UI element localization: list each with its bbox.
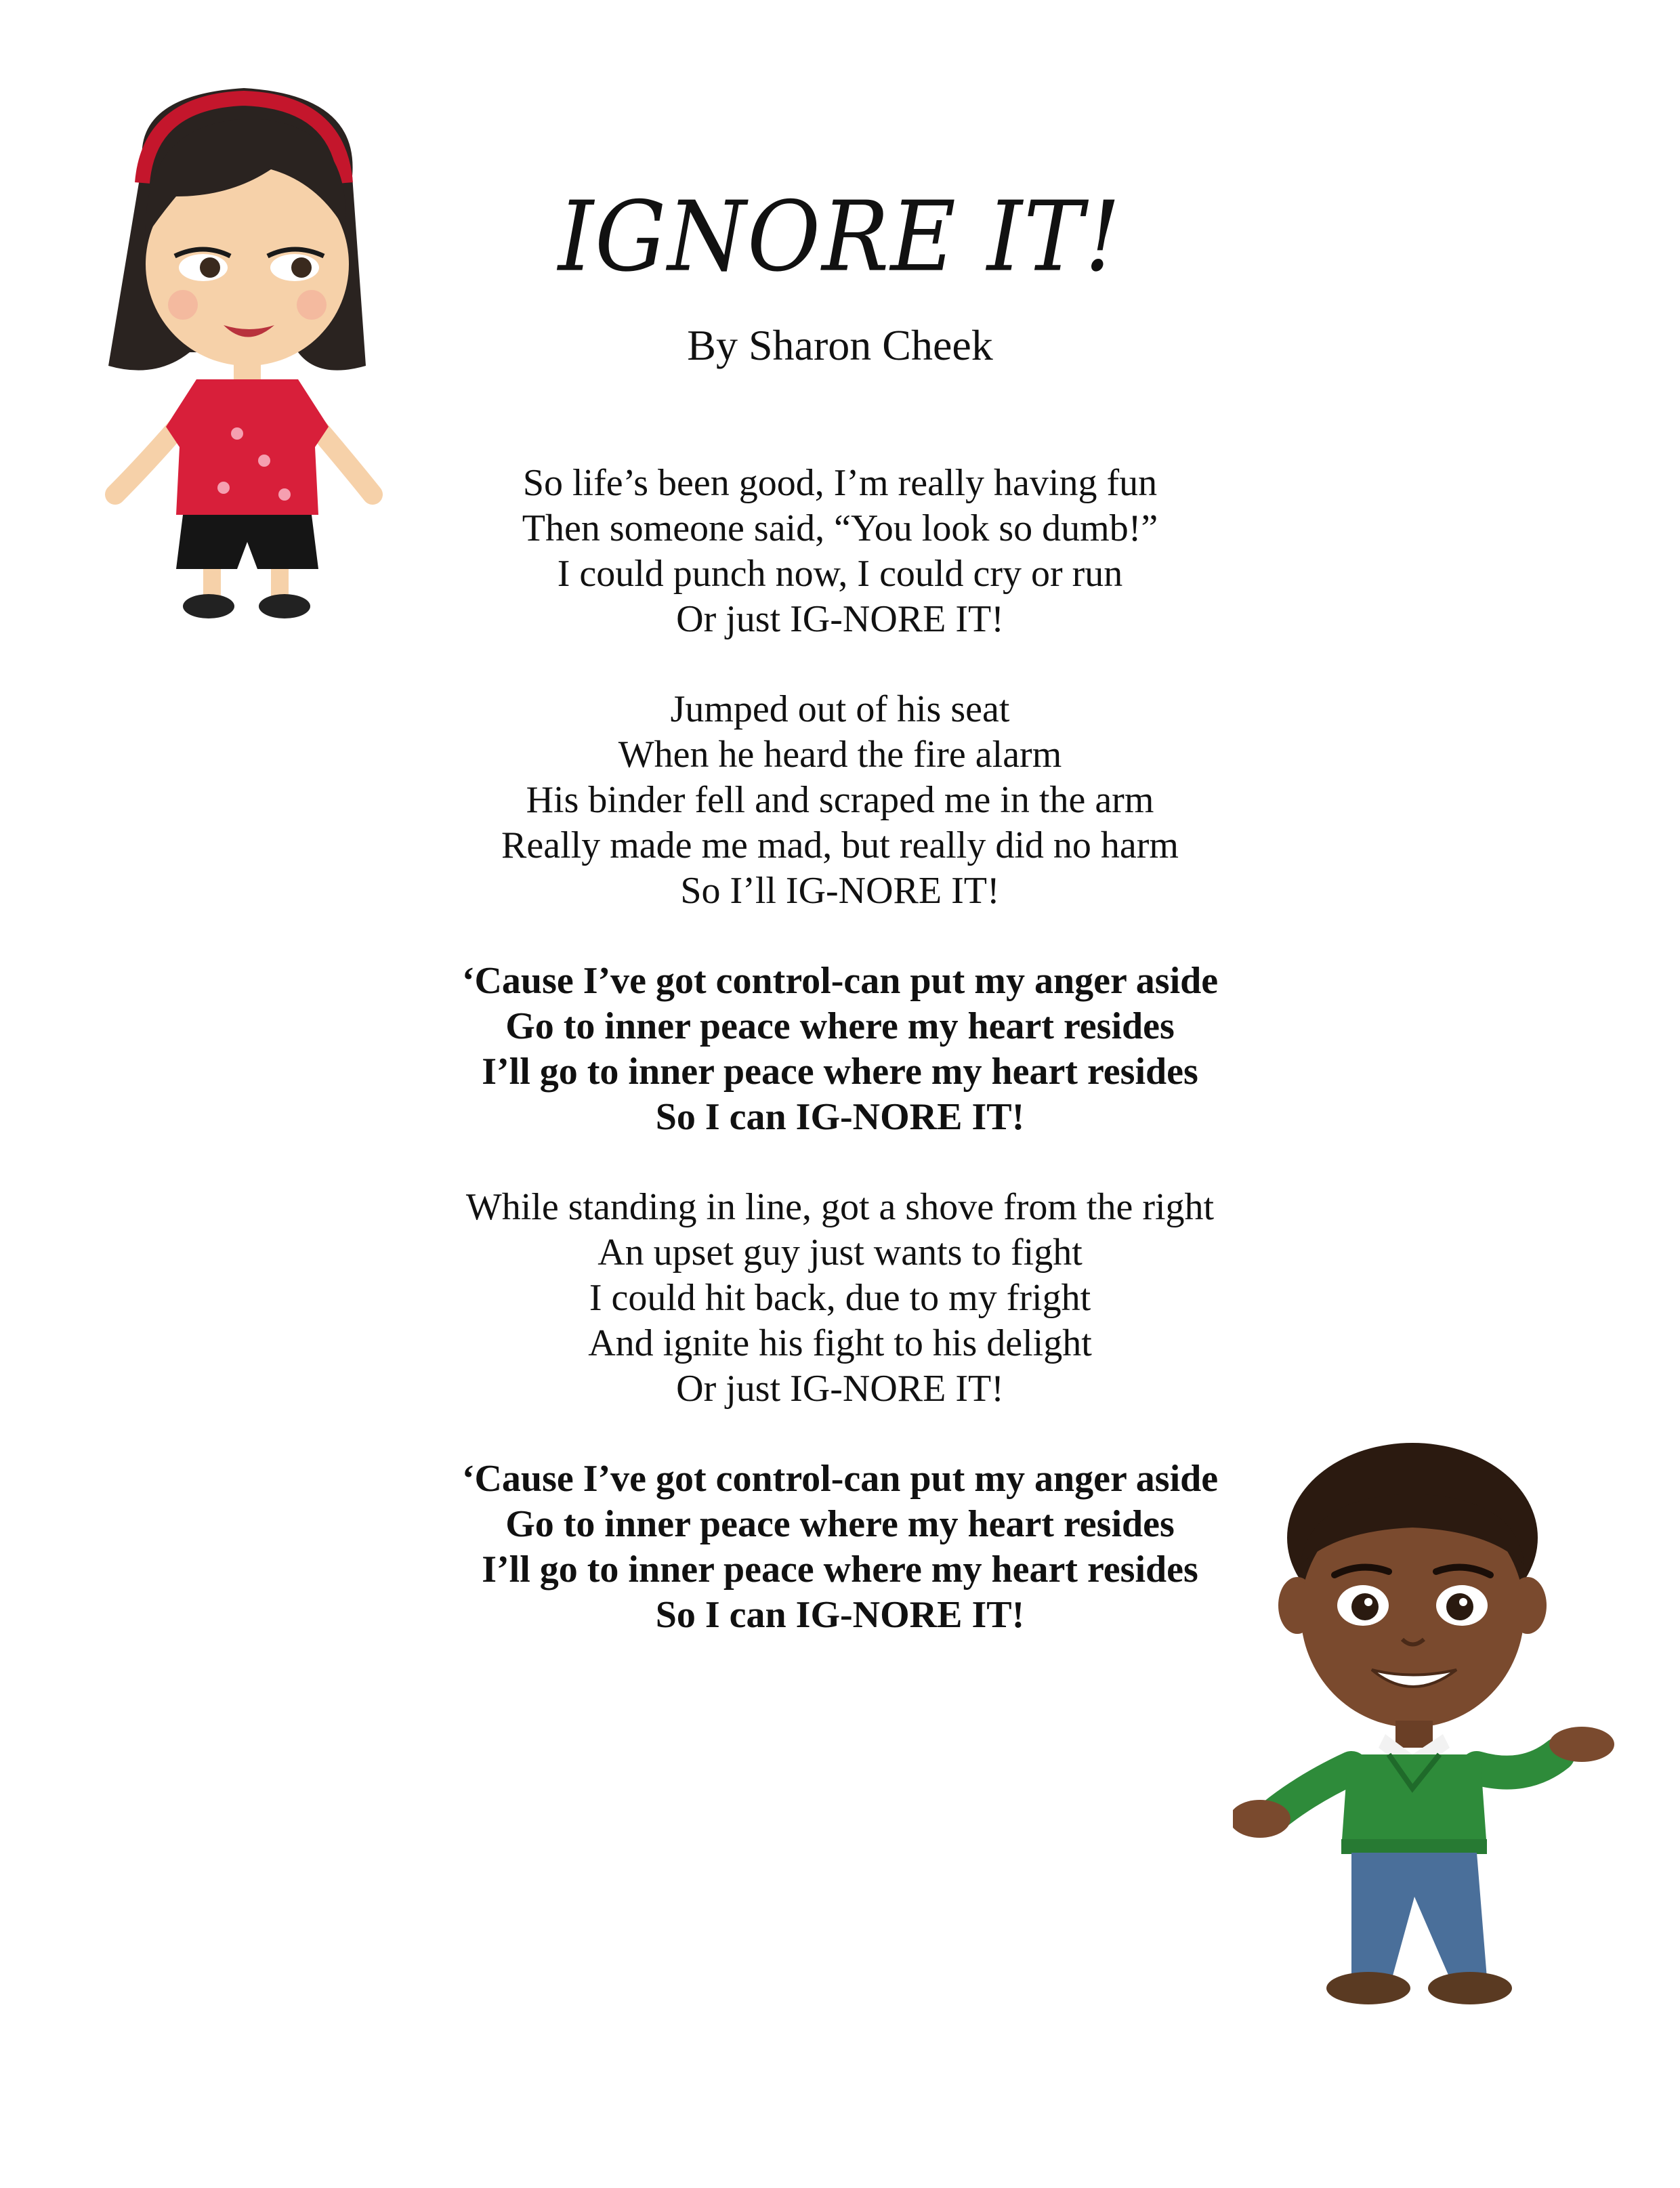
poem-line: Or just IG-NORE IT! — [676, 598, 1004, 640]
poem-line: Or just IG-NORE IT! — [676, 1368, 1004, 1410]
poem-line: I could hit back, due to my fright — [589, 1277, 1091, 1319]
stanza — [0, 687, 1680, 914]
poem-line: So I’ll IG-NORE IT! — [680, 870, 1000, 912]
poem-line: So I can IG-NORE IT! — [655, 1096, 1025, 1138]
poem-line: His binder fell and scraped me in the arm — [526, 779, 1154, 821]
poem-line: And ignite his fight to his delight — [588, 1322, 1092, 1364]
poem-line: Go to inner peace where my heart resides — [505, 1005, 1175, 1047]
poem-line: Then someone said, “You look so dumb!” — [522, 507, 1158, 549]
poem-line: ‘Cause I’ve got control-can put my anger aside — [461, 960, 1219, 1002]
poem-line: ‘Cause I’ve got control-can put my anger aside — [461, 1458, 1219, 1500]
poem-byline: By Sharon Cheek — [687, 321, 993, 369]
poem-line: I could punch now, I could cry or run — [557, 553, 1123, 595]
poem-line: Jumped out of his seat — [670, 688, 1010, 730]
poem-line: Really made me mad, but really did no harm — [501, 824, 1179, 866]
poem-line: An upset guy just wants to fight — [597, 1232, 1083, 1274]
poem-line: While standing in line, got a shove from the right — [465, 1186, 1215, 1228]
boy-illustration — [1233, 1436, 1626, 2019]
poem-line: I’ll go to inner peace where my heart resides — [482, 1549, 1198, 1591]
stanza — [0, 1185, 1680, 1412]
poem-line: I’ll go to inner peace where my heart resides — [482, 1051, 1198, 1093]
poem-line: Go to inner peace where my heart resides — [505, 1503, 1175, 1545]
poem-line: So life’s been good, I’m really having fun — [522, 462, 1158, 504]
poem-line: So I can IG-NORE IT! — [655, 1594, 1025, 1636]
poem-title: IGNORE IT! — [558, 180, 1122, 294]
stanza — [0, 461, 1680, 642]
chorus-stanza — [0, 959, 1680, 1140]
poem-line: When he heard the fire alarm — [618, 734, 1062, 776]
